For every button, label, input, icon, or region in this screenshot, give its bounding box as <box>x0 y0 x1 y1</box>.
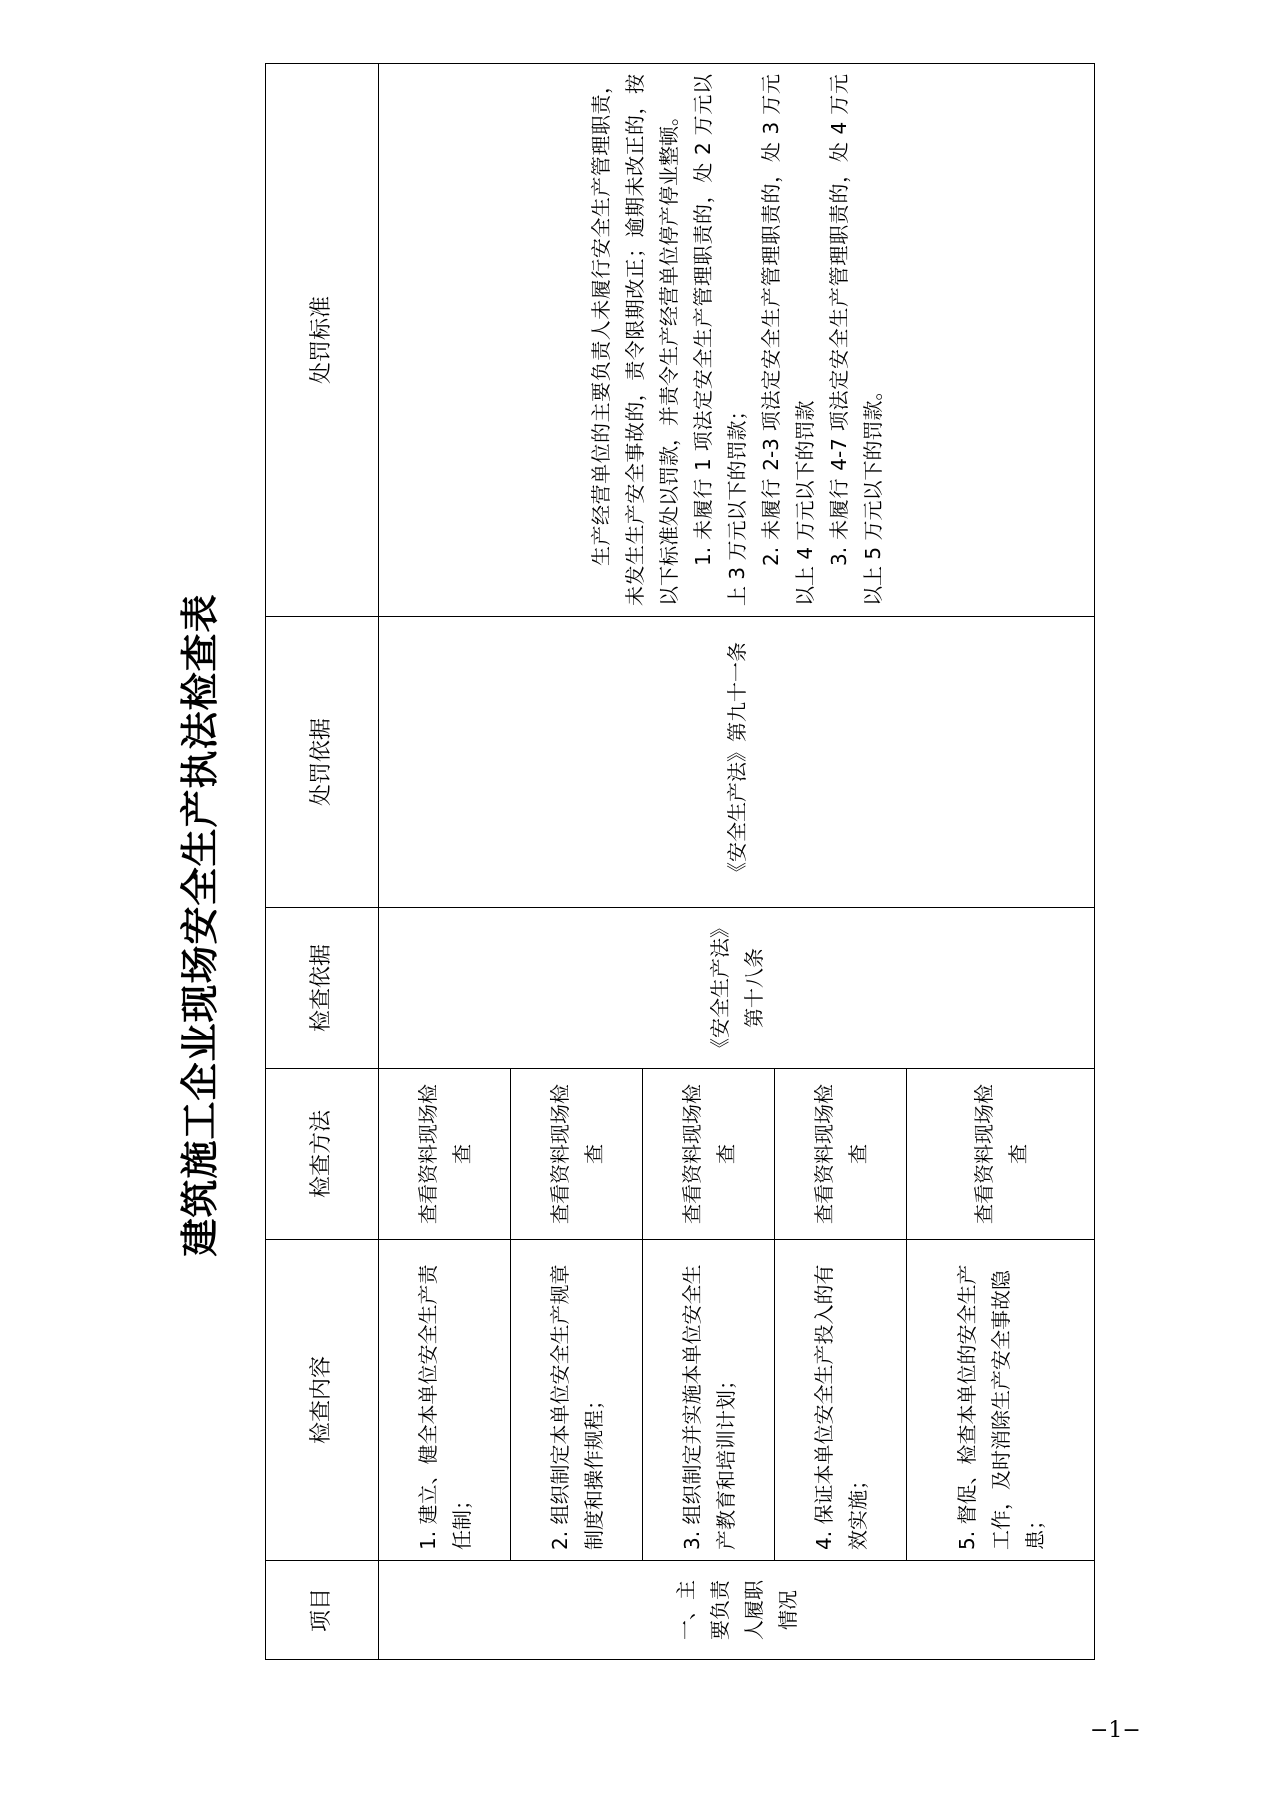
section-item: 一、主要负责人履职情况 <box>379 1561 1095 1660</box>
form-title: 建筑施工企业现场安全生产执法检查表 <box>177 593 222 1257</box>
content-cell: 1. 建立、健全本单位安全生产责任制； <box>379 1240 511 1561</box>
penalty-standard-item-2: 2. 未履行 2-3 项法定安全生产管理职责的，处 3 万元以上 4 万元以下的罚款 <box>758 74 817 606</box>
penalty-basis-cell: 《安全生产法》第九十一条 <box>379 617 1095 908</box>
penalty-standard-item-3: 3. 未履行 4-7 项法定安全生产管理职责的，处 4 万元以上 5 万元以下的罚款。 <box>826 74 885 606</box>
method-cell: 查看资料现场检查 <box>511 1069 643 1240</box>
content-cell: 5. 督促、检查本单位的安全生产工作，及时消除生产安全事故隐患； <box>907 1240 1095 1561</box>
content-cell: 3. 组织制定并实施本单位安全生产教育和培训计划； <box>643 1240 775 1561</box>
table-row <box>379 64 511 1660</box>
content-cell: 2. 组织制定本单位安全生产规章制度和操作规程； <box>511 1240 643 1561</box>
header-basis: 检查依据 <box>266 908 379 1069</box>
table-header-row <box>266 64 379 1660</box>
header-item: 项目 <box>266 1561 379 1660</box>
header-method: 检查方法 <box>266 1069 379 1240</box>
header-penalty-standard: 处罚标准 <box>266 64 379 617</box>
rotated-form-sheet <box>155 74 1095 1660</box>
method-cell: 查看资料现场检查 <box>907 1069 1095 1240</box>
penalty-standard-cell <box>379 64 1095 617</box>
header-penalty-basis: 处罚依据 <box>266 617 379 908</box>
penalty-standard-item-1: 1. 未履行 1 项法定安全生产管理职责的，处 2 万元以上 3 万元以下的罚款； <box>690 74 749 606</box>
header-content: 检查内容 <box>266 1240 379 1561</box>
method-cell: 查看资料现场检查 <box>379 1069 511 1240</box>
method-cell: 查看资料现场检查 <box>643 1069 775 1240</box>
page-number: −1− <box>1090 1718 1141 1743</box>
penalty-standard-intro: 生产经营单位的主要负责人未履行安全生产管理职责，未发生生产安全事故的，责令限期改正；逾期未改正的，按以下标准处以罚款，并责令生产经营单位停产停业整顿。 <box>588 74 681 606</box>
basis-cell: 《安全生产法》第十八条 <box>379 908 1095 1069</box>
content-cell: 4. 保证本单位安全生产投入的有效实施； <box>775 1240 907 1561</box>
method-cell: 查看资料现场检查 <box>775 1069 907 1240</box>
inspection-table <box>265 63 1095 1660</box>
